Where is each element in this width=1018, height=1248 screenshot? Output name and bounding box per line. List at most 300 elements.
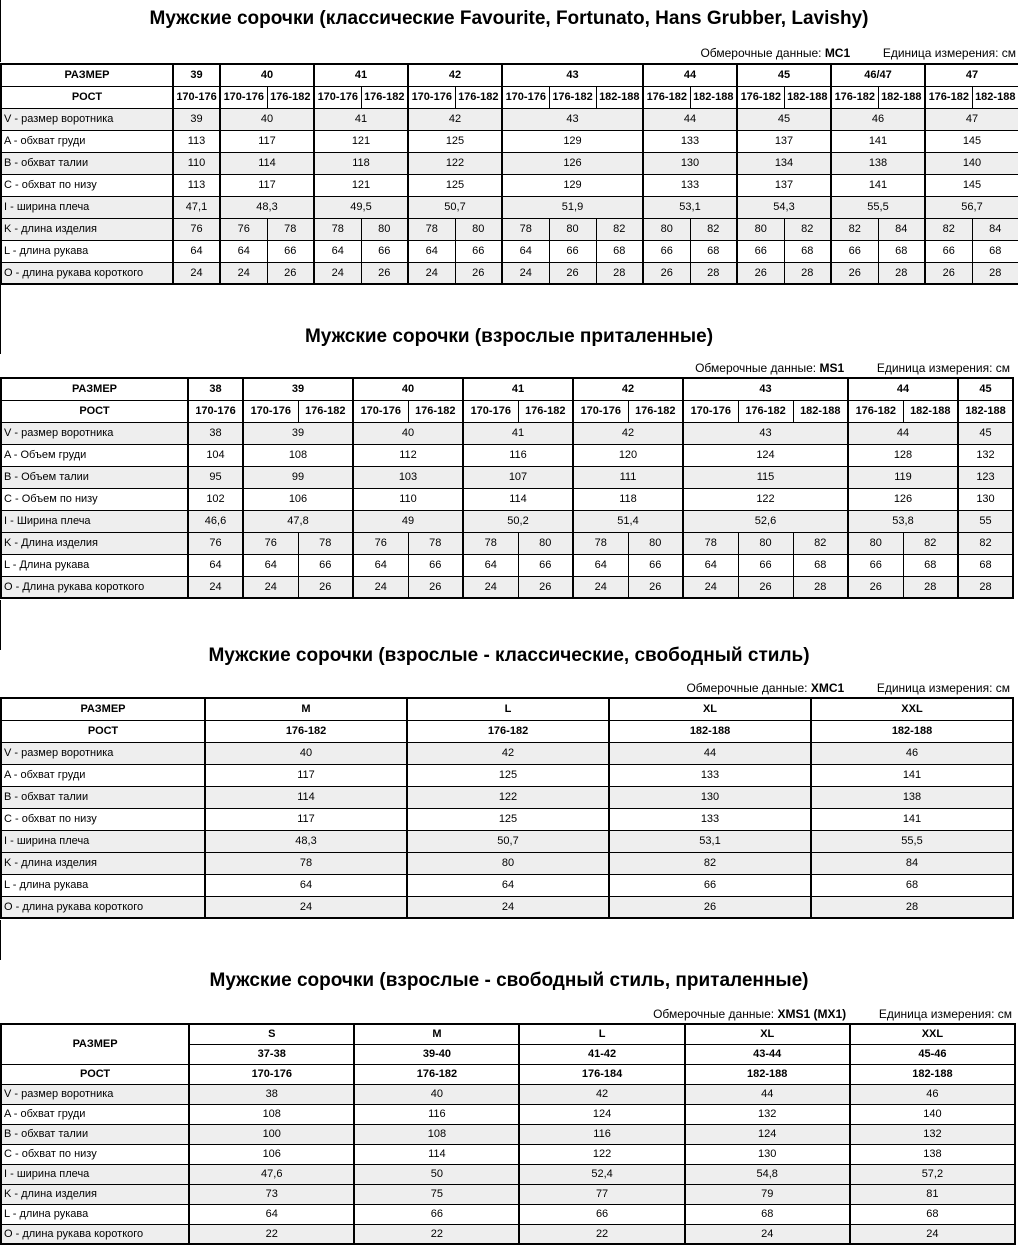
- size-header-cell: S: [189, 1024, 354, 1044]
- measure-value: 40: [205, 742, 407, 764]
- measure-row: [1, 444, 1013, 466]
- measure-value: 75: [354, 1184, 519, 1204]
- measure-value: 47,6: [189, 1164, 354, 1184]
- measure-value: 64: [243, 554, 298, 576]
- measure-value: 68: [903, 554, 958, 576]
- measure-value: 24: [205, 896, 407, 918]
- measure-label: O - длина рукава короткого: [1, 1224, 189, 1244]
- measure-value: 66: [925, 240, 972, 262]
- measure-value: 117: [220, 174, 314, 196]
- measure-value: 140: [925, 152, 1018, 174]
- height-cell: 170-176: [220, 86, 267, 108]
- measure-value: 82: [925, 218, 972, 240]
- height-cell: 182-188: [609, 720, 811, 742]
- measure-value: 78: [205, 852, 407, 874]
- measure-value: 137: [737, 174, 831, 196]
- measure-row: [1, 262, 1018, 284]
- measure-value: 145: [925, 130, 1018, 152]
- measure-value: 120: [573, 444, 683, 466]
- measure-value: 42: [408, 108, 502, 130]
- measure-row: [1, 742, 1013, 764]
- measure-label: I - ширина плеча: [1, 1164, 189, 1184]
- measure-label: B - обхват талии: [1, 152, 173, 174]
- measure-value: 78: [314, 218, 361, 240]
- measure-label: O - длина рукава короткого: [1, 262, 173, 284]
- measure-value: 40: [220, 108, 314, 130]
- measure-value: 78: [298, 532, 353, 554]
- measure-value: 122: [407, 786, 609, 808]
- measure-value: 137: [737, 130, 831, 152]
- measure-value: 40: [354, 1084, 519, 1104]
- measure-value: 40: [353, 422, 463, 444]
- measure-value: 68: [850, 1204, 1015, 1224]
- measure-value: 48,3: [205, 830, 407, 852]
- measure-value: 116: [519, 1124, 684, 1144]
- height-header-label: РОСТ: [1, 1064, 189, 1084]
- measure-row: [1, 1104, 1015, 1124]
- measure-value: 68: [793, 554, 848, 576]
- measure-row: [1, 422, 1013, 444]
- measure-value: 64: [188, 554, 243, 576]
- measure-value: 24: [314, 262, 361, 284]
- measure-value: 78: [408, 218, 455, 240]
- measure-value: 26: [455, 262, 502, 284]
- measure-value: 24: [407, 896, 609, 918]
- measure-value: 114: [220, 152, 314, 174]
- height-cell: 182-188: [958, 400, 1013, 422]
- measure-value: 145: [925, 174, 1018, 196]
- measure-value: 78: [502, 218, 549, 240]
- height-header-label: РОСТ: [1, 720, 205, 742]
- measure-value: 24: [408, 262, 455, 284]
- size-header-cell: 39: [243, 378, 353, 400]
- measure-value: 66: [519, 1204, 684, 1224]
- measure-label: B - обхват талии: [1, 786, 205, 808]
- size-header-cell: 46/47: [831, 64, 925, 86]
- measure-value: 66: [298, 554, 353, 576]
- unit-label: Единица измерения: см: [878, 1007, 1012, 1021]
- measure-value: 64: [408, 240, 455, 262]
- measure-row: [1, 510, 1013, 532]
- measure-value: 64: [173, 240, 220, 262]
- measure-value: 50,2: [463, 510, 573, 532]
- measure-value: 80: [549, 218, 596, 240]
- measure-value: 126: [502, 152, 643, 174]
- measure-label: A - обхват груди: [1, 130, 173, 152]
- measure-value: 103: [353, 466, 463, 488]
- measure-value: 78: [463, 532, 518, 554]
- size-header-cell: XL: [685, 1024, 850, 1044]
- measure-label: I - ширина плеча: [1, 830, 205, 852]
- measure-value: 82: [609, 852, 811, 874]
- measure-value: 78: [267, 218, 314, 240]
- measure-label: C - обхват по низу: [1, 174, 173, 196]
- measure-value: 81: [850, 1184, 1015, 1204]
- height-cell: 170-176: [502, 86, 549, 108]
- measure-value: 26: [298, 576, 353, 598]
- unit-label: Единица измерения: см: [882, 46, 1016, 60]
- measure-value: 76: [243, 532, 298, 554]
- measure-value: 68: [596, 240, 643, 262]
- size-header-cell: M: [354, 1024, 519, 1044]
- measure-value: 49,5: [314, 196, 408, 218]
- measure-value: 46: [811, 742, 1013, 764]
- measure-value: 68: [972, 240, 1018, 262]
- measure-value: 130: [643, 152, 737, 174]
- measure-value: 113: [173, 130, 220, 152]
- measure-value: 130: [685, 1144, 850, 1164]
- measure-label: B - Объем талии: [1, 466, 188, 488]
- measure-value: 110: [353, 488, 463, 510]
- height-cell: 170-176: [188, 400, 243, 422]
- measure-value: 53,1: [609, 830, 811, 852]
- measure-value: 82: [690, 218, 737, 240]
- size-header-cell: 42: [408, 64, 502, 86]
- height-cell: 176-182: [455, 86, 502, 108]
- measure-label: A - обхват груди: [1, 1104, 189, 1124]
- measure-value: 42: [573, 422, 683, 444]
- measure-value: 28: [903, 576, 958, 598]
- measure-value: 118: [314, 152, 408, 174]
- measure-value: 119: [848, 466, 958, 488]
- measure-value: 57,2: [850, 1164, 1015, 1184]
- measure-value: 45: [958, 422, 1013, 444]
- size-header-cell: 38: [188, 378, 243, 400]
- measure-row: [1, 764, 1013, 786]
- measure-value: 66: [549, 240, 596, 262]
- height-cell: 182-188: [878, 86, 925, 108]
- measure-value: 108: [354, 1124, 519, 1144]
- measure-value: 66: [354, 1204, 519, 1224]
- measure-value: 141: [831, 174, 925, 196]
- size-header-row: [1, 1024, 1015, 1044]
- measure-value: 78: [683, 532, 738, 554]
- section-4-title: Мужские сорочки (взрослые - свободный стиль, приталенные): [209, 970, 809, 991]
- measure-row: [1, 1184, 1015, 1204]
- measure-value: 54,8: [685, 1164, 850, 1184]
- height-cell: 182-188: [903, 400, 958, 422]
- size-header-label: РАЗМЕР: [1, 1024, 189, 1064]
- measure-row: [1, 786, 1013, 808]
- measure-label: V - размер воротника: [1, 422, 188, 444]
- measure-value: 66: [848, 554, 903, 576]
- measure-value: 44: [848, 422, 958, 444]
- measure-value: 76: [220, 218, 267, 240]
- measure-row: [1, 1224, 1015, 1244]
- measure-value: 24: [573, 576, 628, 598]
- measure-value: 53,8: [848, 510, 958, 532]
- measure-value: 54,3: [737, 196, 831, 218]
- size-header-cell: XXL: [850, 1024, 1015, 1044]
- height-cell: 170-176: [683, 400, 738, 422]
- measure-value: 28: [811, 896, 1013, 918]
- measure-label: V - размер воротника: [1, 108, 173, 130]
- size-header-cell: M: [205, 698, 407, 720]
- measure-value: 66: [408, 554, 463, 576]
- measure-row: [1, 1204, 1015, 1224]
- size-header-cell: 42: [573, 378, 683, 400]
- measure-value: 44: [609, 742, 811, 764]
- collar-range-cell: 37-38: [189, 1044, 354, 1064]
- measure-value: 38: [188, 422, 243, 444]
- measure-value: 64: [502, 240, 549, 262]
- measure-row: [1, 218, 1018, 240]
- measure-value: 55: [958, 510, 1013, 532]
- measure-value: 133: [643, 130, 737, 152]
- measure-value: 66: [455, 240, 502, 262]
- measure-value: 125: [407, 764, 609, 786]
- height-cell: 182-188: [793, 400, 848, 422]
- height-cell: 176-182: [925, 86, 972, 108]
- measure-label: L - длина рукава: [1, 874, 205, 896]
- size-header-cell: XL: [609, 698, 811, 720]
- measure-label: O - длина рукава короткого: [1, 896, 205, 918]
- measure-value: 76: [188, 532, 243, 554]
- size-header-cell: 43: [502, 64, 643, 86]
- measure-value: 80: [407, 852, 609, 874]
- height-cell: 182-188: [811, 720, 1013, 742]
- measure-value: 82: [831, 218, 878, 240]
- meta-code: XMS1 (MX1): [777, 1007, 847, 1021]
- section-4-meta: [653, 1007, 1012, 1021]
- measure-value: 84: [878, 218, 925, 240]
- measure-value: 56,7: [925, 196, 1018, 218]
- size-header-cell: 40: [353, 378, 463, 400]
- measure-value: 130: [609, 786, 811, 808]
- measure-value: 116: [463, 444, 573, 466]
- height-cell: 176-182: [361, 86, 408, 108]
- measure-row: [1, 874, 1013, 896]
- height-cell: 182-188: [850, 1064, 1015, 1084]
- measure-value: 49: [353, 510, 463, 532]
- measure-value: 55,5: [811, 830, 1013, 852]
- measure-value: 26: [267, 262, 314, 284]
- measure-label: I - Ширина плеча: [1, 510, 188, 532]
- measure-value: 80: [848, 532, 903, 554]
- size-header-cell: 40: [220, 64, 314, 86]
- measure-value: 26: [518, 576, 573, 598]
- measure-value: 104: [188, 444, 243, 466]
- measure-value: 112: [353, 444, 463, 466]
- measure-value: 24: [463, 576, 518, 598]
- measure-value: 102: [188, 488, 243, 510]
- height-header-row: [1, 1064, 1015, 1084]
- measure-value: 24: [685, 1224, 850, 1244]
- measure-value: 138: [850, 1144, 1015, 1164]
- measure-value: 22: [354, 1224, 519, 1244]
- measure-value: 50,7: [408, 196, 502, 218]
- measure-label: O - Длина рукава короткого: [1, 576, 188, 598]
- size-header-cell: 47: [925, 64, 1018, 86]
- measure-value: 66: [643, 240, 690, 262]
- measure-row: [1, 576, 1013, 598]
- measure-value: 133: [643, 174, 737, 196]
- measure-value: 46: [831, 108, 925, 130]
- measure-value: 64: [353, 554, 408, 576]
- meta-label: Обмерочные данные:: [686, 681, 808, 695]
- measure-value: 26: [361, 262, 408, 284]
- measure-row: [1, 1164, 1015, 1184]
- measure-value: 124: [683, 444, 848, 466]
- measure-value: 43: [502, 108, 643, 130]
- measure-value: 108: [243, 444, 353, 466]
- height-cell: 176-182: [205, 720, 407, 742]
- size-header-cell: XXL: [811, 698, 1013, 720]
- measure-value: 51,4: [573, 510, 683, 532]
- measure-value: 68: [784, 240, 831, 262]
- measure-value: 22: [519, 1224, 684, 1244]
- measure-value: 128: [848, 444, 958, 466]
- height-cell: 182-188: [685, 1064, 850, 1084]
- measure-value: 68: [811, 874, 1013, 896]
- measure-label: A - Объем груди: [1, 444, 188, 466]
- measure-label: C - обхват по низу: [1, 808, 205, 830]
- measure-value: 82: [596, 218, 643, 240]
- measure-row: [1, 466, 1013, 488]
- measure-value: 66: [831, 240, 878, 262]
- size-header-cell: L: [519, 1024, 684, 1044]
- size-header-row: [1, 64, 1018, 86]
- measure-value: 43: [683, 422, 848, 444]
- height-cell: 170-176: [573, 400, 628, 422]
- measure-value: 77: [519, 1184, 684, 1204]
- size-header-cell: 43: [683, 378, 848, 400]
- measure-value: 132: [958, 444, 1013, 466]
- measure-value: 134: [737, 152, 831, 174]
- height-header-row: [1, 400, 1013, 422]
- measure-value: 129: [502, 174, 643, 196]
- measure-label: L - длина рукава: [1, 240, 173, 262]
- height-cell: 170-176: [463, 400, 518, 422]
- measure-value: 140: [850, 1104, 1015, 1124]
- section-1-meta: [700, 46, 1016, 60]
- height-cell: 182-188: [784, 86, 831, 108]
- section-2-meta: [695, 361, 1010, 375]
- meta-label: Обмерочные данные:: [695, 361, 817, 375]
- height-cell: 170-176: [353, 400, 408, 422]
- measure-value: 138: [831, 152, 925, 174]
- measure-value: 95: [188, 466, 243, 488]
- measure-value: 82: [793, 532, 848, 554]
- measure-value: 79: [685, 1184, 850, 1204]
- measure-label: V - размер воротника: [1, 742, 205, 764]
- height-cell: 176-182: [738, 400, 793, 422]
- measure-value: 52,6: [683, 510, 848, 532]
- measure-value: 51,9: [502, 196, 643, 218]
- measure-value: 125: [407, 808, 609, 830]
- measure-label: C - обхват по низу: [1, 1144, 189, 1164]
- meta-code: MC1: [824, 46, 851, 60]
- measure-value: 24: [353, 576, 408, 598]
- measure-value: 64: [683, 554, 738, 576]
- measure-value: 80: [361, 218, 408, 240]
- measure-label: L - Длина рукава: [1, 554, 188, 576]
- meta-label: Обмерочные данные:: [653, 1007, 775, 1021]
- measure-row: [1, 532, 1013, 554]
- measure-value: 122: [683, 488, 848, 510]
- measure-value: 50: [354, 1164, 519, 1184]
- meta-code: MS1: [819, 361, 845, 375]
- measure-value: 66: [737, 240, 784, 262]
- measure-label: V - размер воротника: [1, 1084, 189, 1104]
- measure-value: 78: [573, 532, 628, 554]
- meta-code: XMC1: [810, 681, 845, 695]
- section-3-meta: [686, 681, 1010, 695]
- height-cell: 182-188: [972, 86, 1018, 108]
- measure-value: 125: [408, 174, 502, 196]
- measure-value: 47,8: [243, 510, 353, 532]
- collar-range-cell: 43-44: [685, 1044, 850, 1064]
- measure-value: 28: [972, 262, 1018, 284]
- measure-value: 48,3: [220, 196, 314, 218]
- measure-value: 64: [189, 1204, 354, 1224]
- section-2-title: Мужские сорочки (взрослые приталенные): [304, 326, 714, 347]
- measure-value: 80: [738, 532, 793, 554]
- measure-value: 68: [958, 554, 1013, 576]
- measure-row: [1, 1084, 1015, 1104]
- height-cell: 170-176: [408, 86, 455, 108]
- measure-value: 124: [519, 1104, 684, 1124]
- measure-value: 80: [628, 532, 683, 554]
- measure-value: 114: [463, 488, 573, 510]
- measure-value: 82: [903, 532, 958, 554]
- measure-value: 24: [243, 576, 298, 598]
- size-header-row: [1, 378, 1013, 400]
- section-1-title: Мужские сорочки (классические Favourite, Fortunato, Hans Grubber, Lavishy): [149, 8, 869, 29]
- measure-value: 47,1: [173, 196, 220, 218]
- measure-value: 124: [685, 1124, 850, 1144]
- measure-value: 55,5: [831, 196, 925, 218]
- measure-row: [1, 152, 1018, 174]
- measure-row: [1, 1144, 1015, 1164]
- measure-value: 28: [596, 262, 643, 284]
- measure-value: 41: [314, 108, 408, 130]
- measure-row: [1, 108, 1018, 130]
- measure-row: [1, 808, 1013, 830]
- size-table-loose-fitted: [0, 1023, 1016, 1245]
- size-header-cell: 44: [848, 378, 958, 400]
- measure-value: 39: [243, 422, 353, 444]
- measure-value: 68: [690, 240, 737, 262]
- measure-value: 26: [408, 576, 463, 598]
- height-cell: 170-176: [314, 86, 361, 108]
- measure-value: 115: [683, 466, 848, 488]
- measure-value: 50,7: [407, 830, 609, 852]
- measure-value: 138: [811, 786, 1013, 808]
- measure-value: 28: [690, 262, 737, 284]
- measure-value: 122: [519, 1144, 684, 1164]
- measure-row: [1, 554, 1013, 576]
- measure-value: 80: [643, 218, 690, 240]
- measure-value: 46,6: [188, 510, 243, 532]
- measure-value: 76: [173, 218, 220, 240]
- measure-value: 42: [407, 742, 609, 764]
- measure-value: 24: [850, 1224, 1015, 1244]
- measure-value: 28: [878, 262, 925, 284]
- measure-value: 130: [958, 488, 1013, 510]
- measure-value: 84: [972, 218, 1018, 240]
- measure-value: 113: [173, 174, 220, 196]
- measure-label: C - Объем по низу: [1, 488, 188, 510]
- measure-value: 121: [314, 130, 408, 152]
- size-header-cell: 45: [958, 378, 1013, 400]
- measure-value: 78: [408, 532, 463, 554]
- measure-row: [1, 896, 1013, 918]
- height-cell: 182-188: [596, 86, 643, 108]
- height-cell: 176-182: [831, 86, 878, 108]
- measure-value: 68: [878, 240, 925, 262]
- size-table-classic: [0, 63, 1018, 285]
